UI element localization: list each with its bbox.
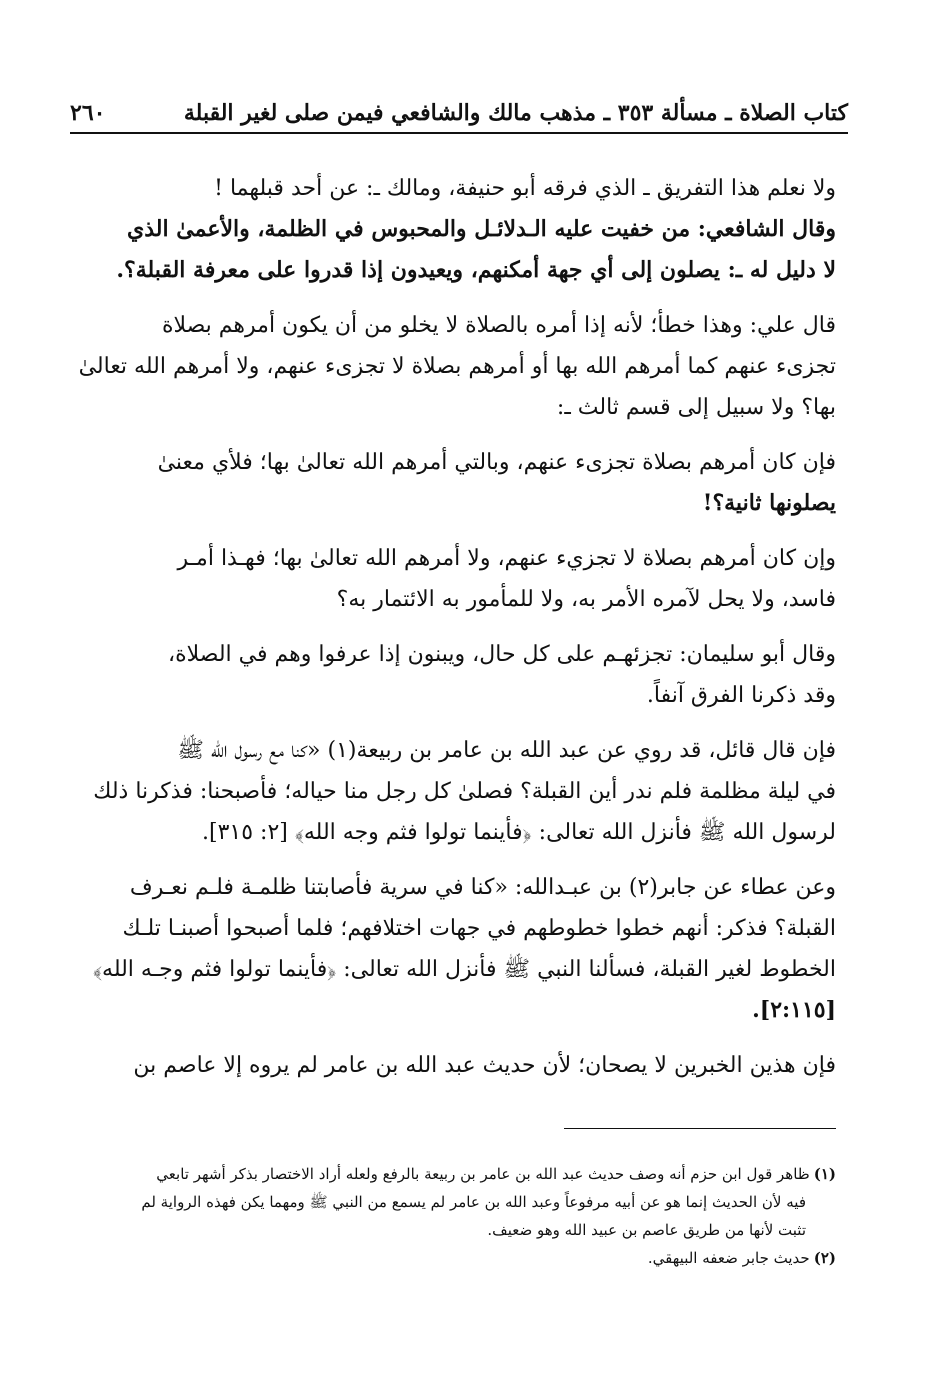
paragraph [78,634,836,716]
text-line: وقال الشافعي: من خفيت عليه الـدلائـل والمحبوس في الظلمة، والأعمىٰ الذي [127,216,836,242]
paragraph [78,1045,836,1086]
footnote-line: ظاهر قول ابن حزم أنه وصف حديث عبد الله بن عامر بن ربيعة بالرفع ولعله أراد الاختصار بذكر أشهر تابعي [156,1165,810,1183]
text-line: وقال أبو سليمان: تجزئهـم على كل حال، ويبنون إذا عرفوا وهم في الصلاة، [168,642,836,667]
text-line: فاسد، ولا يحل لآمره الأمر به، ولا للمأمور به الائتمار به؟ [336,587,836,612]
footnote-line: فيه لأن الحديث إنما هو عن أبيه مرفوعاً وعبد الله بن عامر لم يسمع من النبي ﷺ ومهما يكن فهذه الرواية لم [141,1193,806,1211]
footnote-marker: (٢) [813,1249,836,1267]
paragraph [78,168,836,291]
text-line: [٢:١١٥]. [752,997,836,1023]
paragraph [78,538,836,620]
footnote-separator [564,1128,836,1129]
footnote-marker: (١) [813,1165,836,1183]
paragraph [78,867,836,1031]
running-title: كتاب الصلاة ـ مسألة ٣٥٣ ـ مذهب مالك والشافعي فيمن صلى لغير القبلة [183,100,848,126]
text-line: الخطوط لغير القبلة، فسألنا النبي ﷺ فأنزل الله تعالى: ﴿فأينما تولوا فثم وجـه الله﴾ [92,957,836,982]
footnote-continuation [78,1188,836,1216]
paragraph [78,442,836,524]
text-line: قال علي: وهذا خطأ؛ لأنه إذا أمره بالصلاة لا يخلو من أن يكون أمرهم بصلاة [161,313,836,338]
footnotes [78,1160,836,1272]
text-line: فإن كان أمرهم بصلاة تجزىء عنهم، وبالتي أمرهم الله تعالىٰ بها؛ فلأي معنىٰ [157,450,836,475]
footnote-line: تثبت لأنها من طريق عاصم بن عبيد الله وهو ضعيف. [487,1221,806,1239]
text-line: القبلة؟ فذكر: أنهم خطوا خطوطهم في جهات اختلافهم؛ فلما أصبحوا أصبنـا تلـك [122,916,836,941]
footnote [78,1244,836,1272]
text-line: لرسول الله ﷺ فأنزل الله تعالى: ﴿فأينما تولوا فثم وجه الله﴾ [٢: ٣١٥]. [202,820,836,845]
page-number: ٢٦٠ [70,100,106,126]
text-line: وإن كان أمرهم بصلاة لا تجزيء عنهم، ولا أمرهم الله تعالىٰ بها؛ فهـذا أمـر [177,546,836,571]
text-line: وعن عطاء عن جابر(٢) بن عبـدالله: «كنا في سرية فأصابتنا ظلمـة فلـم نعـرف [129,875,836,900]
text-line: تجزىء عنهم كما أمرهم الله بها أو أمرهم بصلاة لا تجزىء عنهم، ولا أمرهم الله تعالىٰ [78,354,836,379]
text-line: فإن هذين الخبرين لا يصحان؛ لأن حديث عبد الله بن عامر لم يروه إلا عاصم بن [133,1053,836,1078]
footnote-line: حديث جابر ضعفه البيهقي. [647,1249,810,1267]
text-line: فإن قال قائل، قد روي عن عبد الله بن عامر بن ربيعة(١) «كنا مع رسول الله ﷺ [177,738,836,763]
text-line: في ليلة مظلمة فلم ندر أين القبلة؟ فصلىٰ كل رجل منا حياله؛ فأصبحنا: فذكرنا ذلك [93,779,836,804]
paragraph [78,730,836,853]
text-line: ولا نعلم هذا التفريق ـ الذي فرقه أبو حنيفة، ومالك ـ: عن أحد قبلهما ! [214,176,836,201]
page-header [70,72,848,134]
footnote [78,1160,836,1188]
paragraph [78,305,836,428]
text-line: يصلونها ثانية؟! [702,490,836,516]
text-line: بها؟ ولا سبيل إلى قسم ثالث ـ: [556,395,836,420]
text-line: لا دليل له ـ: يصلون إلى أي جهة أمكنهم، ويعيدون إذا قدروا على معرفة القبلة؟. [116,257,836,283]
main-text [78,168,836,1100]
text-line: وقد ذكرنا الفرق آنفاً. [646,683,836,708]
footnote-continuation [78,1216,836,1244]
